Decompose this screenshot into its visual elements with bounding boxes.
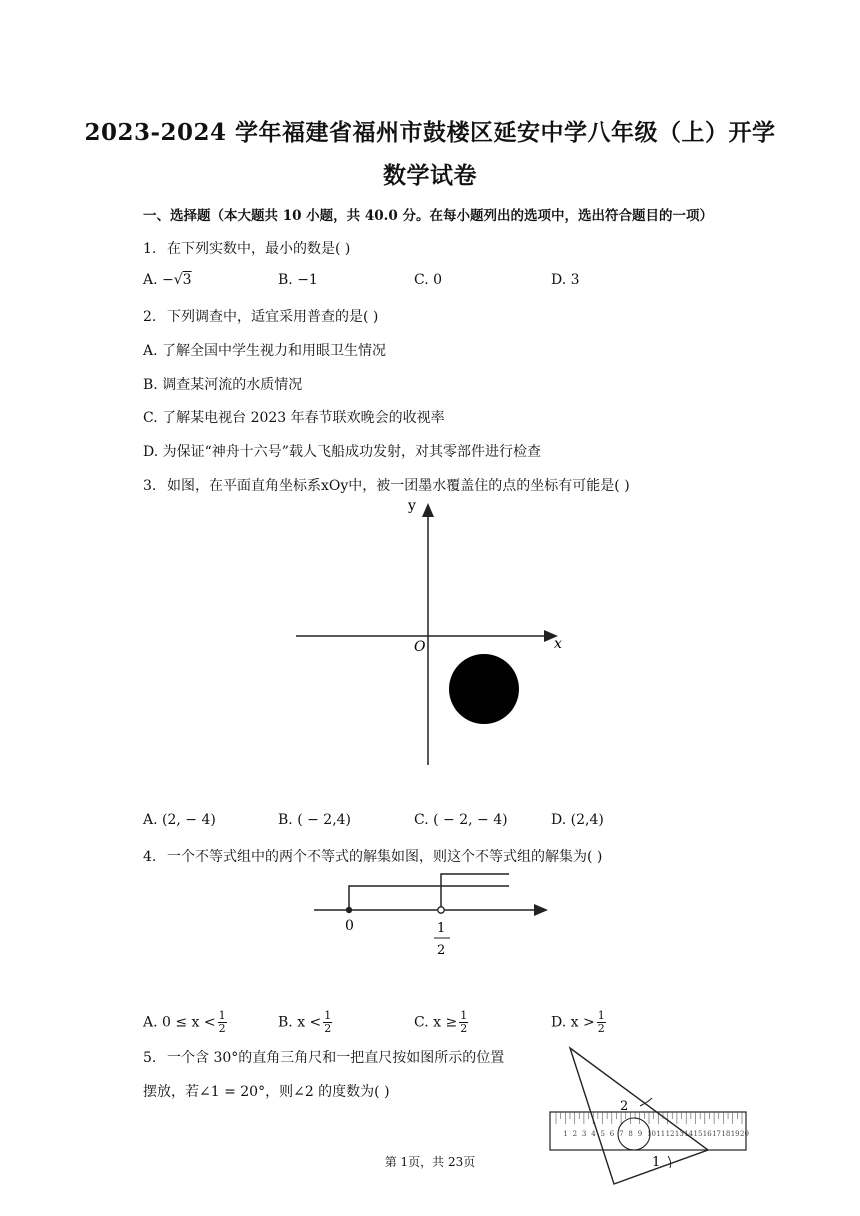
- ruler-number: 6: [609, 1130, 615, 1138]
- question-number: 5.: [143, 1050, 157, 1066]
- q3-option-b: B. ( − 2,4): [278, 812, 352, 828]
- solution-set-1: [349, 886, 509, 910]
- question-number: 1.: [143, 241, 157, 257]
- half-numerator: 1: [437, 921, 446, 936]
- page-footer: 第 1页，共 23页: [384, 1155, 476, 1169]
- q2-option-c: C. 了解某电视台 2023 年春节联欢晚会的收视率: [143, 410, 445, 426]
- ruler-number: 11: [656, 1130, 666, 1138]
- q3-option-c: C. ( − 2, − 4): [414, 812, 508, 828]
- ruler-number: 5: [600, 1130, 605, 1138]
- section-heading: 一、选择题（本大题共 10 小题，共 40.0 分。在每小题列出的选项中，选出符合题目的一项）: [143, 208, 713, 224]
- ruler-number: 18: [721, 1130, 731, 1138]
- ruler-number: 13: [674, 1130, 684, 1138]
- number-line-arrow: [534, 904, 548, 916]
- question-number: 2.: [143, 309, 157, 325]
- ruler-number: 10: [647, 1130, 656, 1138]
- title-line-2: 数学试卷: [383, 162, 477, 189]
- q1-option-d: D. 3: [551, 272, 580, 288]
- q4-option-c: C. x ≥ $\frac{1}{2}$: [414, 1009, 468, 1035]
- q3-option-a: A. (2, − 4): [143, 812, 216, 828]
- question-number: 4.: [143, 849, 157, 865]
- ruler-number: 17: [712, 1130, 722, 1138]
- solid-point: [346, 907, 352, 913]
- q4-option-a: A. 0 ≤ x < $\frac{1}{2}$: [143, 1009, 226, 1035]
- ruler-number: 2: [572, 1130, 578, 1138]
- y-axis-arrow: [422, 503, 434, 517]
- ruler-number: 7: [619, 1130, 624, 1138]
- q2-option-b: B. 调查某河流的水质情况: [143, 377, 303, 393]
- ruler-number: 16: [702, 1130, 712, 1138]
- solution-set-2: [441, 874, 509, 910]
- question-4: [143, 846, 602, 866]
- angle-1-label: 1: [652, 1155, 661, 1170]
- q1-option-a: A. −√3: [143, 272, 192, 288]
- q1-option-b: B. −1: [278, 272, 318, 288]
- title-line-1: 2023-2024 学年福建省福州市鼓楼区延安中学八年级（上）开学: [84, 119, 776, 146]
- ruler-number: 9: [637, 1130, 643, 1138]
- question-text: 如图，在平面直角坐标系xOy中，被一团墨水覆盖住的点的坐标有可能是( ): [167, 478, 630, 494]
- ruler-number: 3: [581, 1130, 587, 1138]
- question-5: [143, 1047, 504, 1067]
- q2-option-d: D. 为保证“神舟十六号”载人飞船成功发射，对其零部件进行检查: [143, 444, 541, 460]
- ruler-number: 15: [693, 1130, 703, 1138]
- ruler-number: 8: [628, 1130, 633, 1138]
- question-2: [143, 306, 378, 326]
- question-text: 一个含 30°的直角三角尺和一把直尺按如图所示的位置: [167, 1050, 505, 1066]
- question-3: [143, 475, 630, 495]
- q3-option-d: D. (2,4): [551, 812, 604, 828]
- half-denominator: 2: [437, 943, 446, 958]
- ruler-number: 20: [740, 1130, 749, 1138]
- ink-blot: [449, 654, 519, 724]
- angle-2-label: 2: [620, 1099, 629, 1114]
- ruler-number: 4: [591, 1130, 596, 1138]
- q4-option-d: D. x > $\frac{1}{2}$: [551, 1009, 605, 1035]
- open-point: [438, 907, 444, 913]
- q4-option-b: B. x < $\frac{1}{2}$: [278, 1009, 332, 1035]
- origin-label: O: [414, 639, 426, 655]
- q2-option-a: A. 了解全国中学生视力和用眼卫生情况: [143, 343, 387, 359]
- coordinate-plane-figure: [290, 495, 580, 775]
- question-text: 下列调查中，适宜采用普查的是( ): [167, 309, 379, 325]
- question-1: [143, 238, 350, 258]
- number-line-figure: [310, 868, 560, 968]
- y-axis-label: y: [408, 498, 416, 514]
- x-axis-label: x: [554, 636, 562, 652]
- zero-label: 0: [345, 918, 354, 934]
- question-text: 一个不等式组中的两个不等式的解集如图，则这个不等式组的解集为( ): [167, 849, 603, 865]
- ruler-number: 1: [563, 1130, 568, 1138]
- question-5-line-2: 摆放，若∠1 = 20°，则∠2 的度数为( ): [143, 1084, 390, 1100]
- q1-option-c: C. 0: [414, 272, 443, 288]
- ruler-number: 14: [684, 1130, 694, 1138]
- question-text: 在下列实数中，最小的数是( ): [167, 241, 351, 257]
- ruler-number: 19: [730, 1130, 740, 1138]
- ruler-number: 12: [665, 1130, 675, 1138]
- question-number: 3.: [143, 478, 157, 494]
